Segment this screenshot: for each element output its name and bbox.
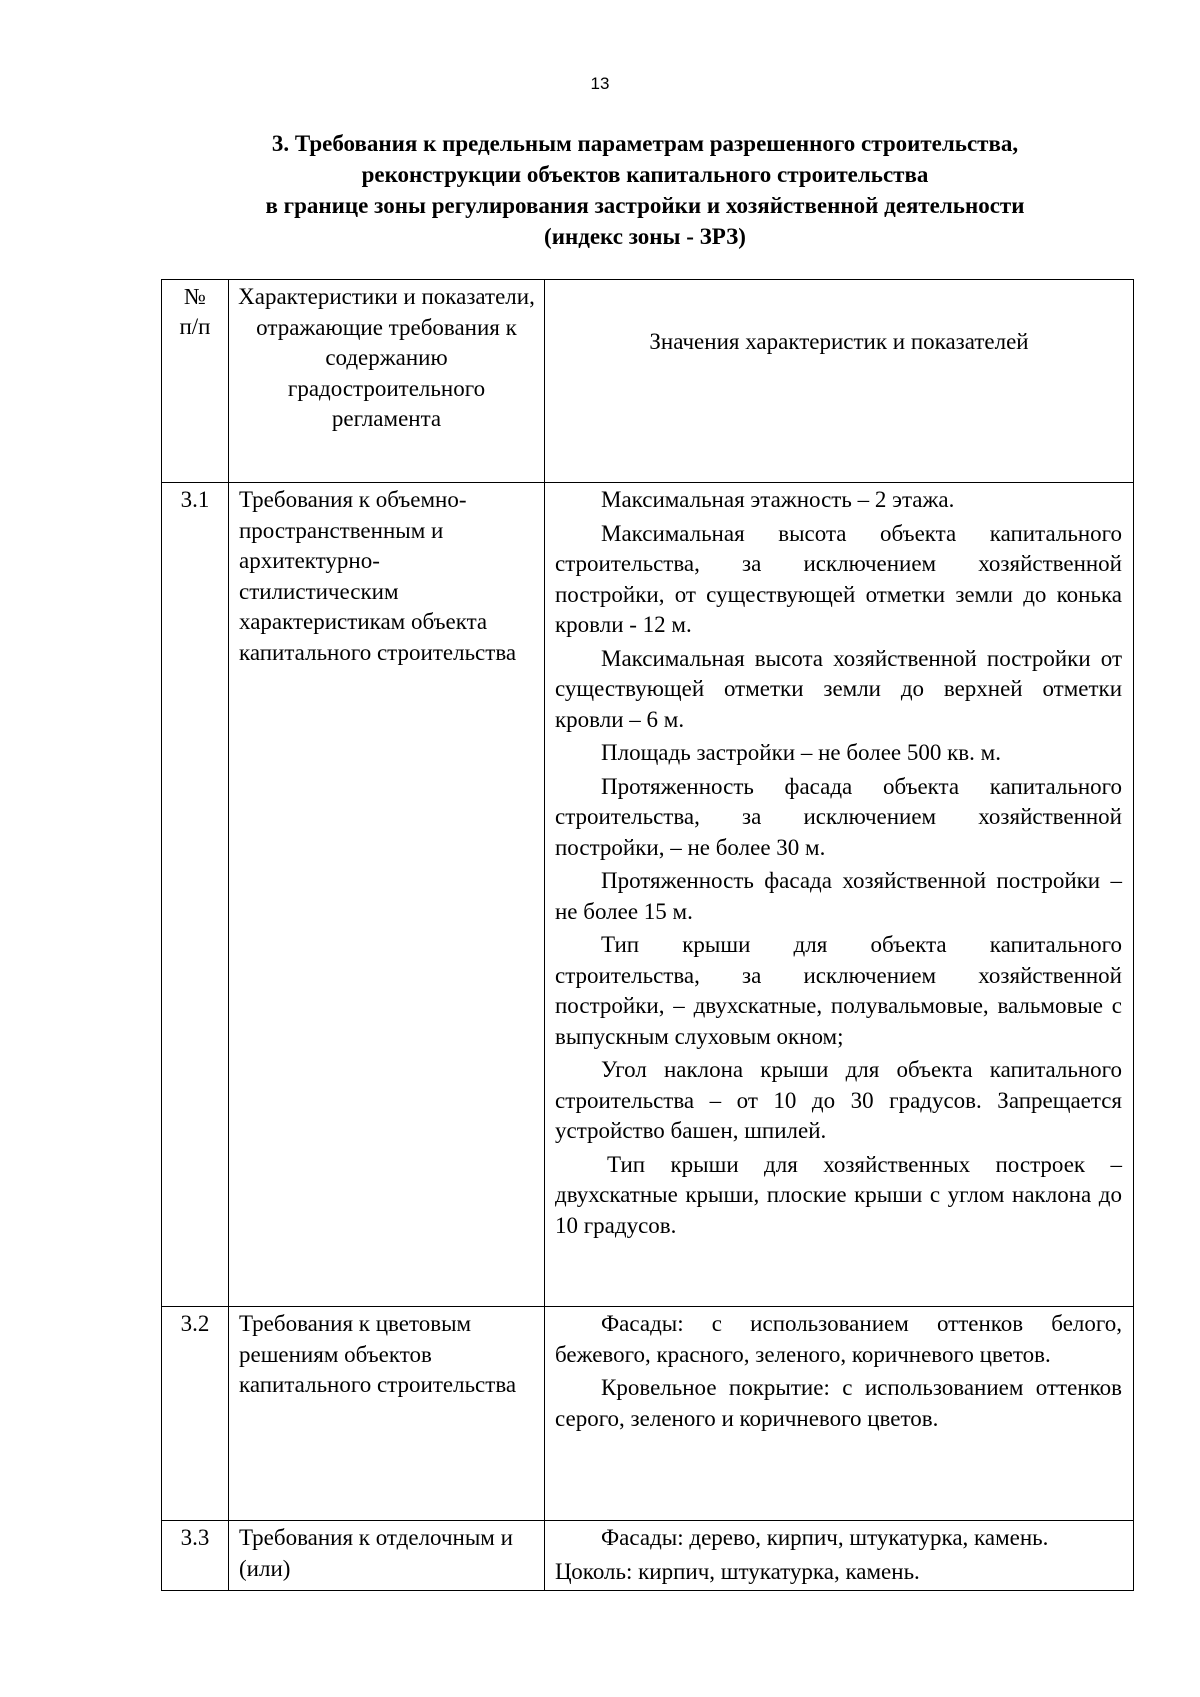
header-num-cell [162,280,229,483]
value-paragraph: Максимальная этажность – 2 этажа. [601,487,955,512]
section-title [150,128,1140,252]
header-characteristics-cell [229,280,545,483]
value-paragraph: Протяженность фасада объекта капитального строительства, за исключением хозяйственной постройки, – не более 30 м. [555,773,1122,860]
header-characteristics: Характеристики и показатели, отражающие требования к содержанию градостроительного регламента [238,284,535,431]
value-paragraph: Тип крыши для объекта капитального строительства, за исключением хозяйственной постройки, – двухскатные, полувальмовые, вальмовые с выпускным слуховым окном; [555,932,1122,1049]
table-row [162,483,1134,1307]
value-paragraph: Угол наклона крыши для объекта капитального строительства – от 10 до 30 градусов. Запрещается устройство башен, шпилей. [555,1057,1122,1143]
table-row [162,1307,1134,1521]
value-paragraph: Тип крыши для хозяйственных построек – двухскатные крыши, плоские крыши с углом наклона до 10 градусов. [555,1151,1122,1238]
row-values [545,483,1133,1241]
value-paragraph: Фасады: дерево, кирпич, штукатурка, камень. [601,1525,1049,1550]
header-num-pp: п/п [179,314,211,339]
value-paragraph: Максимальная высота объекта капитального строительства, за исключением хозяйственной постройки, от существующей отметки земли до конька кровли - 12 м. [555,520,1122,637]
row-characteristic: Требования к объемно-пространственным и архитектурно-стилистическим характеристикам объекта капитального строительства [239,487,517,665]
title-line-1: 3. Требования к предельным параметрам разрешенного строительства, [271,131,1019,156]
row-number: 3.2 [180,1311,210,1336]
header-values: Значения характеристик и показателей [649,329,1029,354]
header-values-cell [545,280,1134,483]
table-row [162,1521,1134,1591]
value-paragraph: Протяженность фасада хозяйственной постройки – не более 15 м. [555,868,1122,924]
row-values [545,1307,1133,1434]
requirements-table [161,279,1134,1591]
title-line-3: в границе зоны регулирования застройки и хозяйственной деятельности [265,193,1025,218]
value-paragraph: Цоколь: кирпич, штукатурка, камень. [555,1558,920,1584]
row-characteristic: Требования к отделочным и (или) [239,1525,513,1581]
title-line-4: (индекс зоны - ЗРЗ) [544,224,746,249]
value-paragraph: Максимальная высота хозяйственной постройки от существующей отметки земли до верхней отметки кровли – 6 м. [555,645,1122,732]
title-line-2: реконструкции объектов капитального строительства [361,162,929,187]
value-paragraph: Фасады: с использованием оттенков белого, бежевого, красного, зеленого, коричневого цветов. [555,1311,1122,1367]
table-header-row [162,280,1134,483]
value-paragraph: Кровельное покрытие: с использованием оттенков серого, зеленого и коричневого цветов. [555,1375,1122,1431]
row-number: 3.1 [180,487,210,512]
page-number: 13 [590,74,610,93]
value-paragraph: Площадь застройки – не более 500 кв. м. [601,740,1001,765]
header-num-symbol: № [184,284,206,309]
row-characteristic: Требования к цветовым решениям объектов капитального строительства [239,1311,517,1397]
row-number: 3.3 [180,1525,210,1550]
row-values [545,1521,1133,1587]
